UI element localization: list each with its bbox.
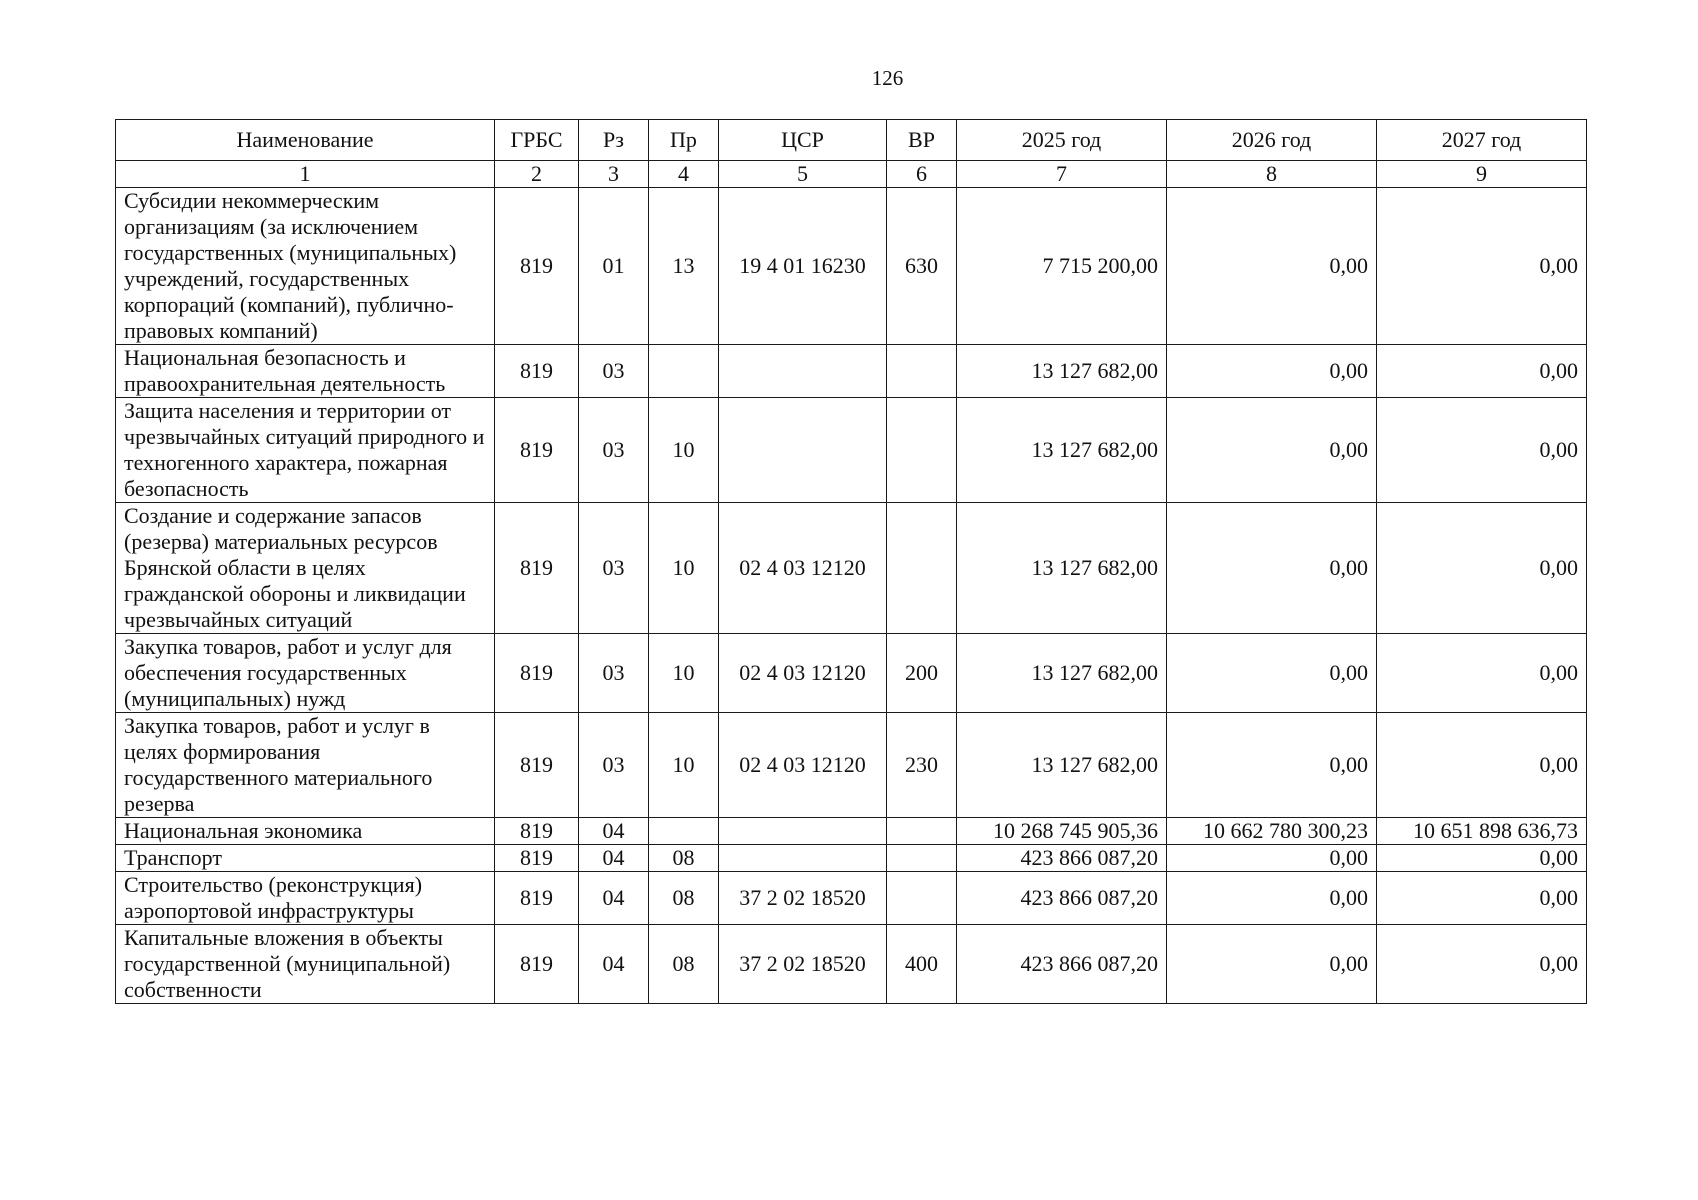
- cell-2027: 0,00: [1377, 845, 1587, 872]
- cell-grbs: 819: [495, 818, 579, 845]
- cell-grbs: 819: [495, 634, 579, 713]
- column-number-row: [116, 161, 1587, 188]
- cell-rz: 03: [579, 503, 649, 634]
- cell-2026: 0,00: [1167, 713, 1377, 818]
- cell-2025: 423 866 087,20: [957, 845, 1167, 872]
- column-header-2025: 2025 год: [957, 120, 1167, 161]
- header-row: [116, 120, 1587, 161]
- cell-rz: 04: [579, 872, 649, 925]
- column-number: 9: [1377, 161, 1587, 188]
- page-number: 126: [871, 66, 904, 90]
- column-number: 3: [579, 161, 649, 188]
- cell-csr: 02 4 03 12120: [719, 634, 887, 713]
- cell-2025: 423 866 087,20: [957, 925, 1167, 1004]
- cell-2026: 0,00: [1167, 345, 1377, 398]
- cell-vr: [887, 503, 957, 634]
- cell-2027: 0,00: [1377, 398, 1587, 503]
- cell-rz: 03: [579, 634, 649, 713]
- column-number: 7: [957, 161, 1167, 188]
- cell-name: Транспорт: [116, 845, 495, 872]
- cell-name: Национальная безопасность и правоохранительная деятельность: [116, 345, 495, 398]
- cell-vr: [887, 818, 957, 845]
- cell-grbs: 819: [495, 398, 579, 503]
- cell-rz: 01: [579, 188, 649, 345]
- cell-name: Защита населения и территории от чрезвычайных ситуаций природного и техногенного характера, пожарная безопасность: [116, 398, 495, 503]
- table-row: [116, 925, 1587, 1004]
- cell-2025: 13 127 682,00: [957, 713, 1167, 818]
- column-header-vr: ВР: [887, 120, 957, 161]
- cell-2026: 10 662 780 300,23: [1167, 818, 1377, 845]
- cell-2025: 7 715 200,00: [957, 188, 1167, 345]
- table-row: [116, 188, 1587, 345]
- cell-rz: 04: [579, 925, 649, 1004]
- cell-csr: [719, 398, 887, 503]
- table-row: [116, 398, 1587, 503]
- cell-2026: 0,00: [1167, 925, 1377, 1004]
- cell-pr: 10: [649, 398, 719, 503]
- column-header-2027: 2027 год: [1377, 120, 1587, 161]
- cell-name: Субсидии некоммерческим организациям (за исключением государственных (муниципальных) учреждений, государственных корпораций (компаний), публично-правовых компаний): [116, 188, 495, 345]
- cell-pr: 13: [649, 188, 719, 345]
- cell-2027: 0,00: [1377, 872, 1587, 925]
- cell-pr: 10: [649, 503, 719, 634]
- cell-rz: 03: [579, 398, 649, 503]
- cell-2027: 0,00: [1377, 925, 1587, 1004]
- table-row: [116, 818, 1587, 845]
- cell-rz: 04: [579, 845, 649, 872]
- column-header-rz: Рз: [579, 120, 649, 161]
- cell-csr: [719, 845, 887, 872]
- cell-pr: 10: [649, 713, 719, 818]
- budget-table: [115, 119, 1587, 1004]
- cell-grbs: 819: [495, 345, 579, 398]
- cell-rz: 03: [579, 345, 649, 398]
- cell-csr: 02 4 03 12120: [719, 713, 887, 818]
- cell-2027: 0,00: [1377, 713, 1587, 818]
- cell-2026: 0,00: [1167, 634, 1377, 713]
- table-row: [116, 503, 1587, 634]
- cell-name: Закупка товаров, работ и услуг в целях формирования государственного материального резерва: [116, 713, 495, 818]
- cell-name: Капитальные вложения в объекты государственной (муниципальной) собственности: [116, 925, 495, 1004]
- cell-rz: 04: [579, 818, 649, 845]
- cell-2027: 0,00: [1377, 188, 1587, 345]
- cell-name: Национальная экономика: [116, 818, 495, 845]
- column-number: 2: [495, 161, 579, 188]
- cell-2027: 0,00: [1377, 345, 1587, 398]
- column-header-2026: 2026 год: [1167, 120, 1377, 161]
- cell-csr: 37 2 02 18520: [719, 872, 887, 925]
- cell-vr: [887, 398, 957, 503]
- table-row: [116, 872, 1587, 925]
- cell-2026: 0,00: [1167, 503, 1377, 634]
- cell-pr: [649, 818, 719, 845]
- column-header-pr: Пр: [649, 120, 719, 161]
- cell-name: Строительство (реконструкция) аэропортовой инфраструктуры: [116, 872, 495, 925]
- cell-pr: 08: [649, 872, 719, 925]
- cell-2025: 13 127 682,00: [957, 398, 1167, 503]
- cell-vr: 230: [887, 713, 957, 818]
- cell-name: Создание и содержание запасов (резерва) материальных ресурсов Брянской области в целях гражданской обороны и ликвидации чрезвычайных ситуаций: [116, 503, 495, 634]
- cell-2025: 13 127 682,00: [957, 634, 1167, 713]
- cell-vr: [887, 872, 957, 925]
- cell-grbs: 819: [495, 925, 579, 1004]
- cell-2026: 0,00: [1167, 872, 1377, 925]
- cell-2026: 0,00: [1167, 398, 1377, 503]
- column-number: 8: [1167, 161, 1377, 188]
- column-number: 6: [887, 161, 957, 188]
- column-number: 1: [116, 161, 495, 188]
- cell-2026: 0,00: [1167, 188, 1377, 345]
- cell-grbs: 819: [495, 503, 579, 634]
- cell-grbs: 819: [495, 872, 579, 925]
- cell-vr: 400: [887, 925, 957, 1004]
- cell-csr: 02 4 03 12120: [719, 503, 887, 634]
- table-row: [116, 845, 1587, 872]
- cell-csr: [719, 345, 887, 398]
- table-row: [116, 713, 1587, 818]
- cell-2025: 423 866 087,20: [957, 872, 1167, 925]
- cell-vr: 200: [887, 634, 957, 713]
- table-row: [116, 634, 1587, 713]
- column-number: 4: [649, 161, 719, 188]
- cell-vr: 630: [887, 188, 957, 345]
- cell-csr: [719, 818, 887, 845]
- cell-vr: [887, 345, 957, 398]
- cell-2027: 0,00: [1377, 634, 1587, 713]
- cell-pr: 08: [649, 845, 719, 872]
- cell-grbs: 819: [495, 845, 579, 872]
- cell-csr: 37 2 02 18520: [719, 925, 887, 1004]
- cell-2027: 0,00: [1377, 503, 1587, 634]
- column-header-name: Наименование: [116, 120, 495, 161]
- cell-2027: 10 651 898 636,73: [1377, 818, 1587, 845]
- cell-pr: [649, 345, 719, 398]
- cell-2025: 13 127 682,00: [957, 503, 1167, 634]
- table-row: [116, 345, 1587, 398]
- cell-pr: 10: [649, 634, 719, 713]
- cell-grbs: 819: [495, 713, 579, 818]
- column-header-csr: ЦСР: [719, 120, 887, 161]
- cell-grbs: 819: [495, 188, 579, 345]
- cell-rz: 03: [579, 713, 649, 818]
- cell-csr: 19 4 01 16230: [719, 188, 887, 345]
- cell-pr: 08: [649, 925, 719, 1004]
- cell-2025: 10 268 745 905,36: [957, 818, 1167, 845]
- cell-2026: 0,00: [1167, 845, 1377, 872]
- cell-vr: [887, 845, 957, 872]
- cell-2025: 13 127 682,00: [957, 345, 1167, 398]
- column-number: 5: [719, 161, 887, 188]
- column-header-grbs: ГРБС: [495, 120, 579, 161]
- cell-name: Закупка товаров, работ и услуг для обеспечения государственных (муниципальных) нужд: [116, 634, 495, 713]
